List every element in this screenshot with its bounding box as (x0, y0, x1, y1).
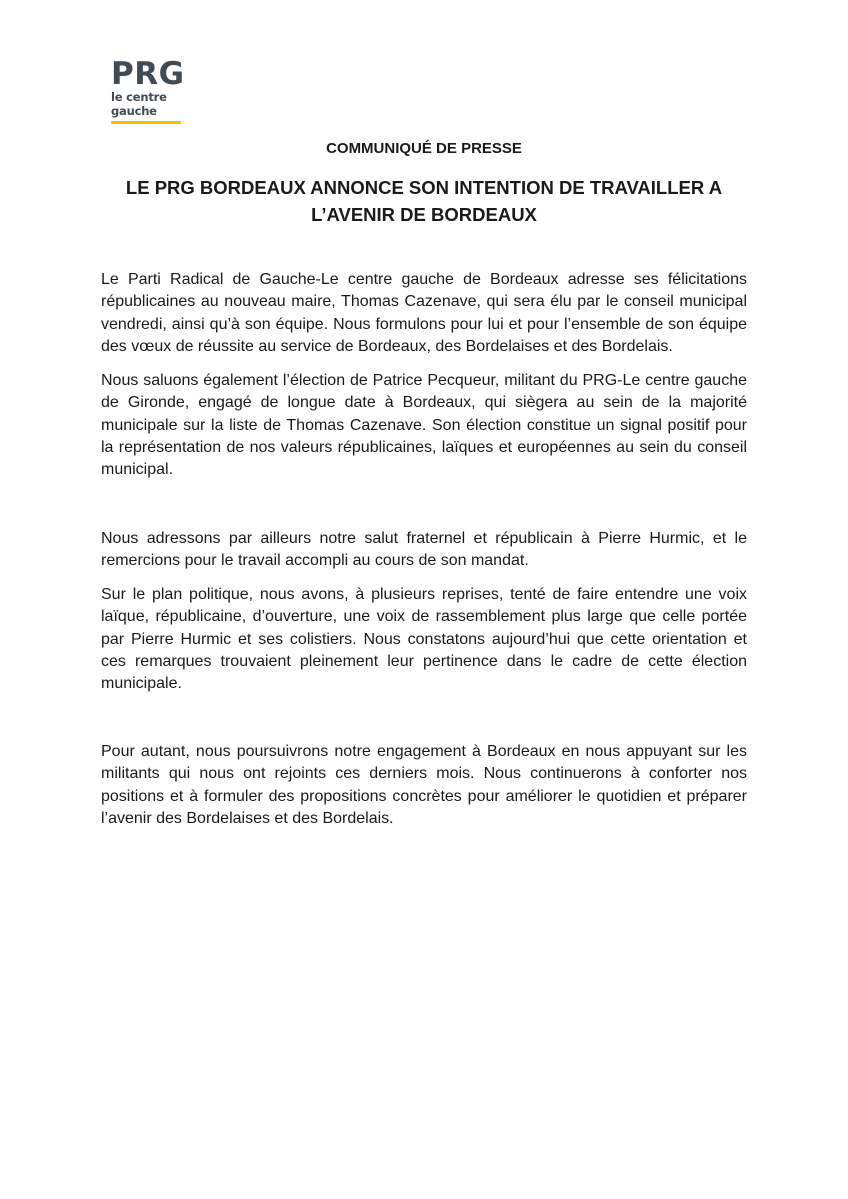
paragraph-political-position: Sur le plan politique, nous avons, à plusieurs reprises, tenté de faire entendre une voix laïque, républicaine, d’ouverture, une voix de rassemblement plus large que celle portée par Pierre Hurmic et ses colistiers. Nous constatons aujourd’hui que cette orientation et ces remarques trouvaient pleinement leur pertinence dans le cadre de cette élection municipale. (101, 586, 747, 693)
paragraph-hurmic-thanks: Nous adressons par ailleurs notre salut fraternel et républicain à Pierre Hurmic, et le remercions pour le travail accompli au cours de son mandat. (101, 530, 747, 570)
prg-logo (111, 56, 211, 124)
logo-tagline: le centre gauche (111, 90, 167, 118)
logo-accent-bar (111, 121, 181, 124)
paragraph-pecqueur-election: Nous saluons également l’élection de Patrice Pecqueur, militant du PRG-Le centre gauche de Gironde, engagé de longue date à Bordeaux, qui siègera au sein de la majorité municipale sur la liste de Thomas Cazenave. Son élection constitue un signal positif pour la représentation de nos valeurs républicaines, laïques et européennes au sein du conseil municipal. (101, 372, 747, 479)
logo-acronym: PRG (111, 56, 185, 92)
document-type-heading: COMMUNIQUÉ DE PRESSE (326, 140, 522, 157)
press-release-title: LE PRG BORDEAUX ANNONCE SON INTENTION DE TRAVAILLER A L’AVENIR DE BORDEAUX (125, 177, 723, 225)
paragraph-future-engagement: Pour autant, nous poursuivrons notre engagement à Bordeaux en nous appuyant sur les militants qui nous ont rejoints ces derniers mois. Nous continuerons à conforter nos positions et à formuler des propositions concrètes pour améliorer le quotidien et préparer l’avenir des Bordelaises et des Bordelais. (101, 743, 747, 827)
paragraph-congratulations: Le Parti Radical de Gauche-Le centre gauche de Bordeaux adresse ses félicitations républicaines au nouveau maire, Thomas Cazenave, qui sera élu par le conseil municipal vendredi, ainsi qu’à son équipe. Nous formulons pour lui et pour l’ensemble de son équipe des vœux de réussite au service de Bordeaux, des Bordelaises et des Bordelais. (101, 271, 747, 355)
